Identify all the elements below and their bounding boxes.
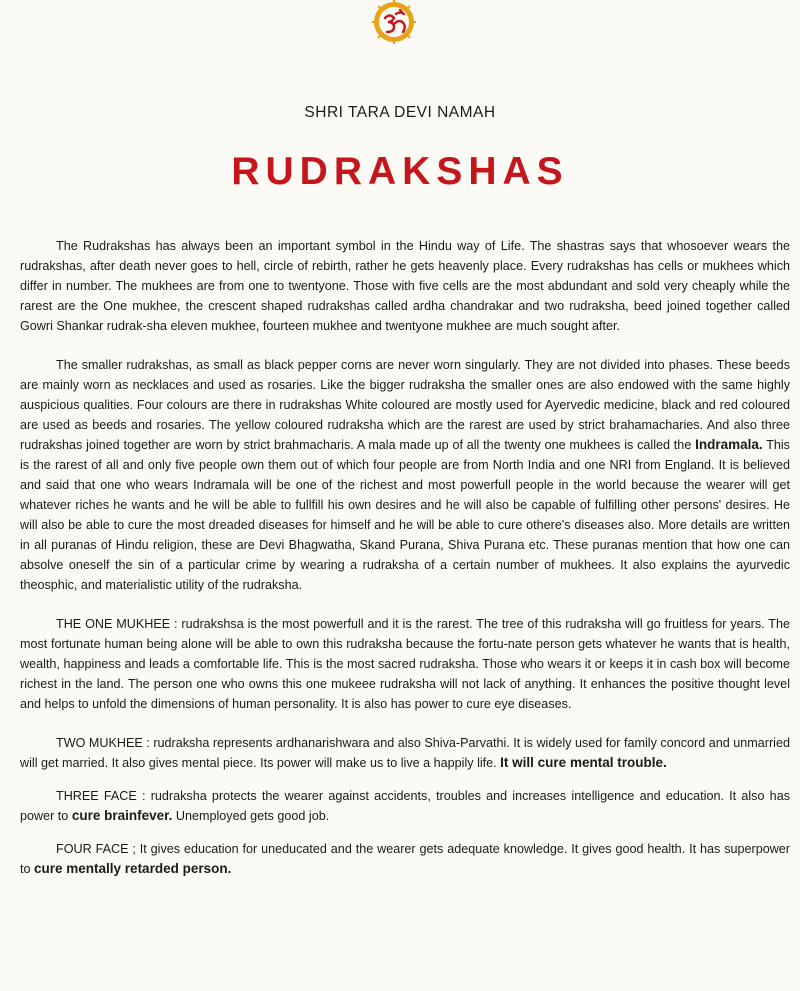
four-face-text: FOUR FACE ; It gives education for uneducated and the wearer gets adequate knowledge. It gives good health. It has superpower to bbox=[20, 842, 790, 876]
three-face-highlight: cure brainfever. bbox=[71, 808, 173, 823]
section-one-mukhee: THE ONE MUKHEE : rudrakshsa is the most powerfull and it is the rarest. The tree of this rudraksha will go fruitless for years. The most fortunate human being alone will be able to own this rudraksha because the fortu-nate person gets whatever he wants that is health, wealth, happiness and leads a comfortable life. This is the most sacred rudraksha. Those who wears it or keeps it in cash box will become richest in the land. The person one who owns this one mukeee rudraksha will not lack of anything. It enhances the positive thought level and helps to unfold the dimensions of human personality. It is also has power to cure eye diseases. bbox=[20, 617, 790, 711]
three-face-text: THREE FACE : rudraksha protects the wearer against accidents, troubles and increases intelligence and education. It also has power to bbox=[20, 789, 790, 823]
paragraph-indramala-text: This is the rarest of all and only five people own them out of which four people are from North India and one NRI from England. It is believed and said that one who wears Indramala will be one of the richest and most powerfull people in the world because the wearer will get whatever riches he wants and he will be able to fullfill his own desires and he will also be capable of fulfilling other persons' desires. He will also be able to cure the most dreaded diseases for himself and he will be able to cure othere's diseases also. More details are written in all puranas of Hindu religion, these are Devi Bhagwatha, Skand Purana, Shiva Purana etc. These puranas mention that how one can absolve oneself the sin of a particular crime by wearing a rudraksha of a certain number of mukhees. It also explains the ayurvedic theosphic, and materialistic utility of the rudraksha. bbox=[20, 438, 790, 592]
om-logo-icon bbox=[372, 0, 416, 44]
two-mukhee-text: TWO MUKHEE : rudraksha represents ardhanarishwara and also Shiva-Parvathi. It is widely used for family concord and unmarried will get married. It also gives mental piece. Its power will make us to live a happily life. bbox=[20, 736, 790, 770]
document-body bbox=[20, 236, 790, 892]
section-two-mukhee bbox=[20, 733, 790, 773]
four-face-highlight: cure mentally retarded person. bbox=[34, 861, 232, 876]
page-title: RUDRAKSHAS bbox=[231, 150, 569, 193]
paragraph-smaller-text: The smaller rudrakshas, as small as black pepper corns are never worn singularly. They are not divided into phases. These beeds are mainly worn as necklaces and used as rosaries. Like the bigger rudraksha the smaller ones are also endowed with the same highly auspicious qualities. Four colours are there in rudrakshas White coloured are mostly used for Ayervedic medicine, black and red coloured are used as beeds and rosaries. The yellow coloured rudraksha which are the rarest are used by strict brahamacharies. And also three rudrakshas joined together are worn by strict brahmacharis. A mala made up of all the twenty one mukhees is called the bbox=[20, 358, 790, 452]
paragraph-intro: The Rudrakshas has always been an important symbol in the Hindu way of Life. The shastras says that whosoever wears the rudrakshas, after death never goes to hell, circle of rebirth, rather he gets heavenly place. Every rudrakshas has cells or mukhees which differ in number. The mukhees are from one to twentyone. Those with five cells are the most abdundant and sold very cheaply while the rarest are the One mukhee, the crescent shaped rudrakshas called ardha chandrakar and two rudraksha, beed joined together called Gowri Shankar rudrak-sha eleven mukhee, fourteen mukhee and twentyone mukhee are much sought after. bbox=[20, 239, 790, 333]
page-subtitle: SHRI TARA DEVI NAMAH bbox=[304, 104, 496, 121]
paragraph-smaller-rudrakshas bbox=[20, 355, 790, 595]
three-face-end: Unemployed gets good job. bbox=[172, 809, 330, 823]
indramala-term: Indramala. bbox=[695, 437, 763, 452]
two-mukhee-highlight: It will cure mental trouble. bbox=[500, 755, 667, 770]
section-four-face bbox=[20, 839, 790, 879]
section-three-face bbox=[20, 786, 790, 826]
